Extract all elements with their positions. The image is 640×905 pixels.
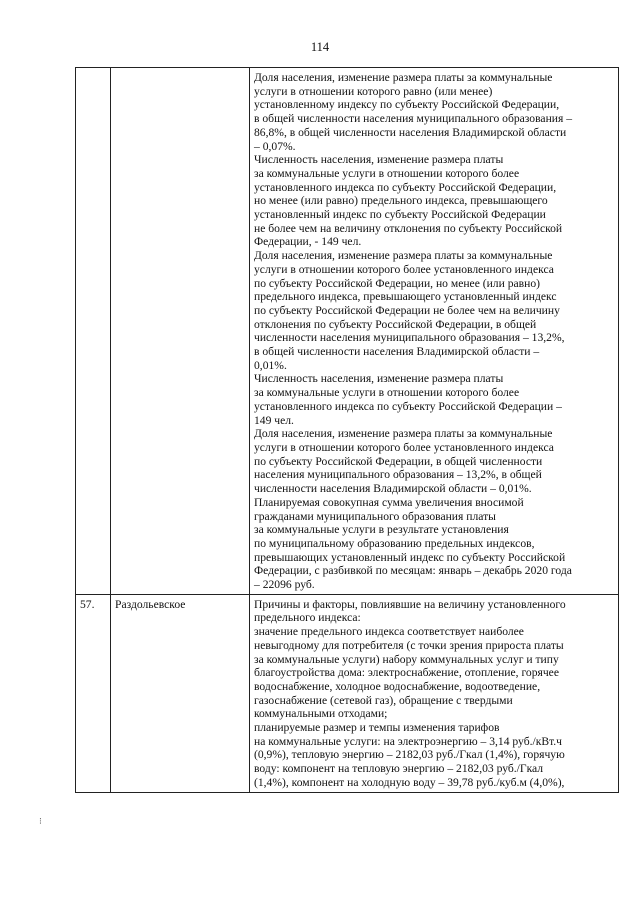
text-line: Доля населения, изменение размера платы за коммунальные bbox=[254, 71, 553, 84]
text-line: по муниципальному образованию предельных индексов, bbox=[254, 536, 535, 550]
text-line: невыгодному для потребителя (с точки зрения прироста платы bbox=[254, 638, 564, 652]
text-line: коммунальными отходами; bbox=[254, 707, 388, 721]
text-line: установленного индекса по субъекту Российской Федерации, bbox=[254, 180, 557, 194]
text-line: за коммунальные услуги в отношении которого более bbox=[254, 386, 520, 400]
text-line: Доля населения, изменение размера платы за коммунальные bbox=[254, 249, 553, 263]
row-number-cell: 57. bbox=[76, 594, 111, 792]
text-line: за коммунальные услуги) набору коммунальных услуг и типу bbox=[254, 652, 559, 666]
text-line: Федерации, с разбивкой по месяцам: январь – декабрь 2020 года bbox=[254, 564, 572, 578]
text-line: гражданами муниципального образования платы bbox=[254, 509, 496, 523]
text-line: на коммунальные услуги: на электроэнергию – 3,14 руб./кВт.ч bbox=[254, 734, 562, 748]
text-line: услуги в отношении которого более установленного индекса bbox=[254, 440, 554, 454]
table-row bbox=[76, 68, 619, 595]
text-line: – 22096 руб. bbox=[254, 578, 315, 592]
text-line: отклонения по субъекту Российской Федерации, в общей bbox=[254, 317, 537, 331]
text-line: Федерации, - 149 чел. bbox=[254, 235, 362, 249]
table-row bbox=[76, 594, 619, 792]
description-cell bbox=[250, 594, 619, 792]
text-line: Планируемая совокупная сумма увеличения вносимой bbox=[254, 495, 524, 509]
text-line: планируемые размер и темпы изменения тарифов bbox=[254, 721, 500, 735]
text-line: численности населения Владимирской области – 0,01%. bbox=[254, 482, 532, 496]
text-line: воду: компонент на тепловую энергию – 2182,03 руб./Гкал bbox=[254, 762, 544, 776]
text-line: Причины и факторы, повлиявшие на величину установленного bbox=[254, 597, 566, 611]
text-line: 149 чел. bbox=[254, 413, 294, 427]
text-line: за коммунальные услуги в результате установления bbox=[254, 523, 509, 537]
text-line: газоснабжение (сетевой газ), обращение с твердыми bbox=[254, 693, 513, 707]
text-line: установленного индекса по субъекту Российской Федерации – bbox=[254, 399, 562, 413]
text-line: 86,8%, в общей численности населения Владимирской области bbox=[254, 125, 567, 139]
scan-artifact-mark: ⁝ bbox=[39, 816, 42, 826]
text-line: – 0,07%. bbox=[254, 139, 296, 153]
text-line: услуги в отношении которого более установленного индекса bbox=[254, 262, 554, 276]
municipality-name-cell bbox=[111, 68, 250, 595]
text-line: численности населения муниципального образования – 13,2%, bbox=[254, 331, 565, 345]
page-number: 114 bbox=[310, 40, 330, 54]
text-line: за коммунальные услуги в отношении которого более bbox=[254, 166, 520, 180]
text-line: (1,4%), компонент на холодную воду – 39,78 руб./куб.м (4,0%), bbox=[254, 775, 565, 789]
text-line: предельного индекса: bbox=[254, 611, 361, 625]
text-line: превышающих установленный индекс по субъекту Российской bbox=[254, 550, 566, 564]
text-line: по субъекту Российской Федерации, но менее (или равно) bbox=[254, 276, 540, 290]
table-body bbox=[76, 68, 619, 793]
text-line: Доля населения, изменение размера платы за коммунальные bbox=[254, 427, 553, 441]
document-table bbox=[75, 67, 619, 793]
text-line: в общей численности населения муниципального образования – bbox=[254, 112, 573, 126]
text-line: но менее (или равно) предельного индекса, превышающего bbox=[254, 194, 548, 208]
text-line: значение предельного индекса соответствует наиболее bbox=[254, 625, 524, 639]
text-line: благоустройства дома: электроснабжение, отопление, горячее bbox=[254, 666, 559, 680]
text-line: в общей численности населения Владимирской области – bbox=[254, 345, 540, 359]
text-line: Численность населения, изменение размера платы bbox=[254, 372, 504, 386]
description-cell bbox=[250, 68, 619, 595]
text-line: по субъекту Российской Федерации не более чем на величину bbox=[254, 303, 560, 317]
text-line: предельного индекса, превышающего установленный индекс bbox=[254, 290, 557, 304]
text-line: услуги в отношении которого равно (или менее) bbox=[254, 84, 493, 98]
text-line: установленный индекс по субъекту Российской Федерации bbox=[254, 208, 546, 222]
text-line: по субъекту Российской Федерации, в общей численности bbox=[254, 454, 543, 468]
text-line: населения муниципального образования – 13,2%, в общей bbox=[254, 468, 542, 482]
text-line: водоснабжение, холодное водоснабжение, водоотведение, bbox=[254, 679, 541, 693]
text-line: 0,01%. bbox=[254, 358, 287, 372]
text-line: (0,9%), тепловую энергию – 2182,03 руб./Гкал (1,4%), горячую bbox=[254, 748, 565, 762]
text-line: установленному индексу по субъекту Российской Федерации, bbox=[254, 98, 560, 112]
text-line: Численность населения, изменение размера платы bbox=[254, 153, 504, 167]
row-number-cell bbox=[76, 68, 111, 595]
municipality-name-cell: Раздольевское bbox=[111, 594, 250, 792]
text-line: не более чем на величину отклонения по субъекту Российской bbox=[254, 221, 563, 235]
